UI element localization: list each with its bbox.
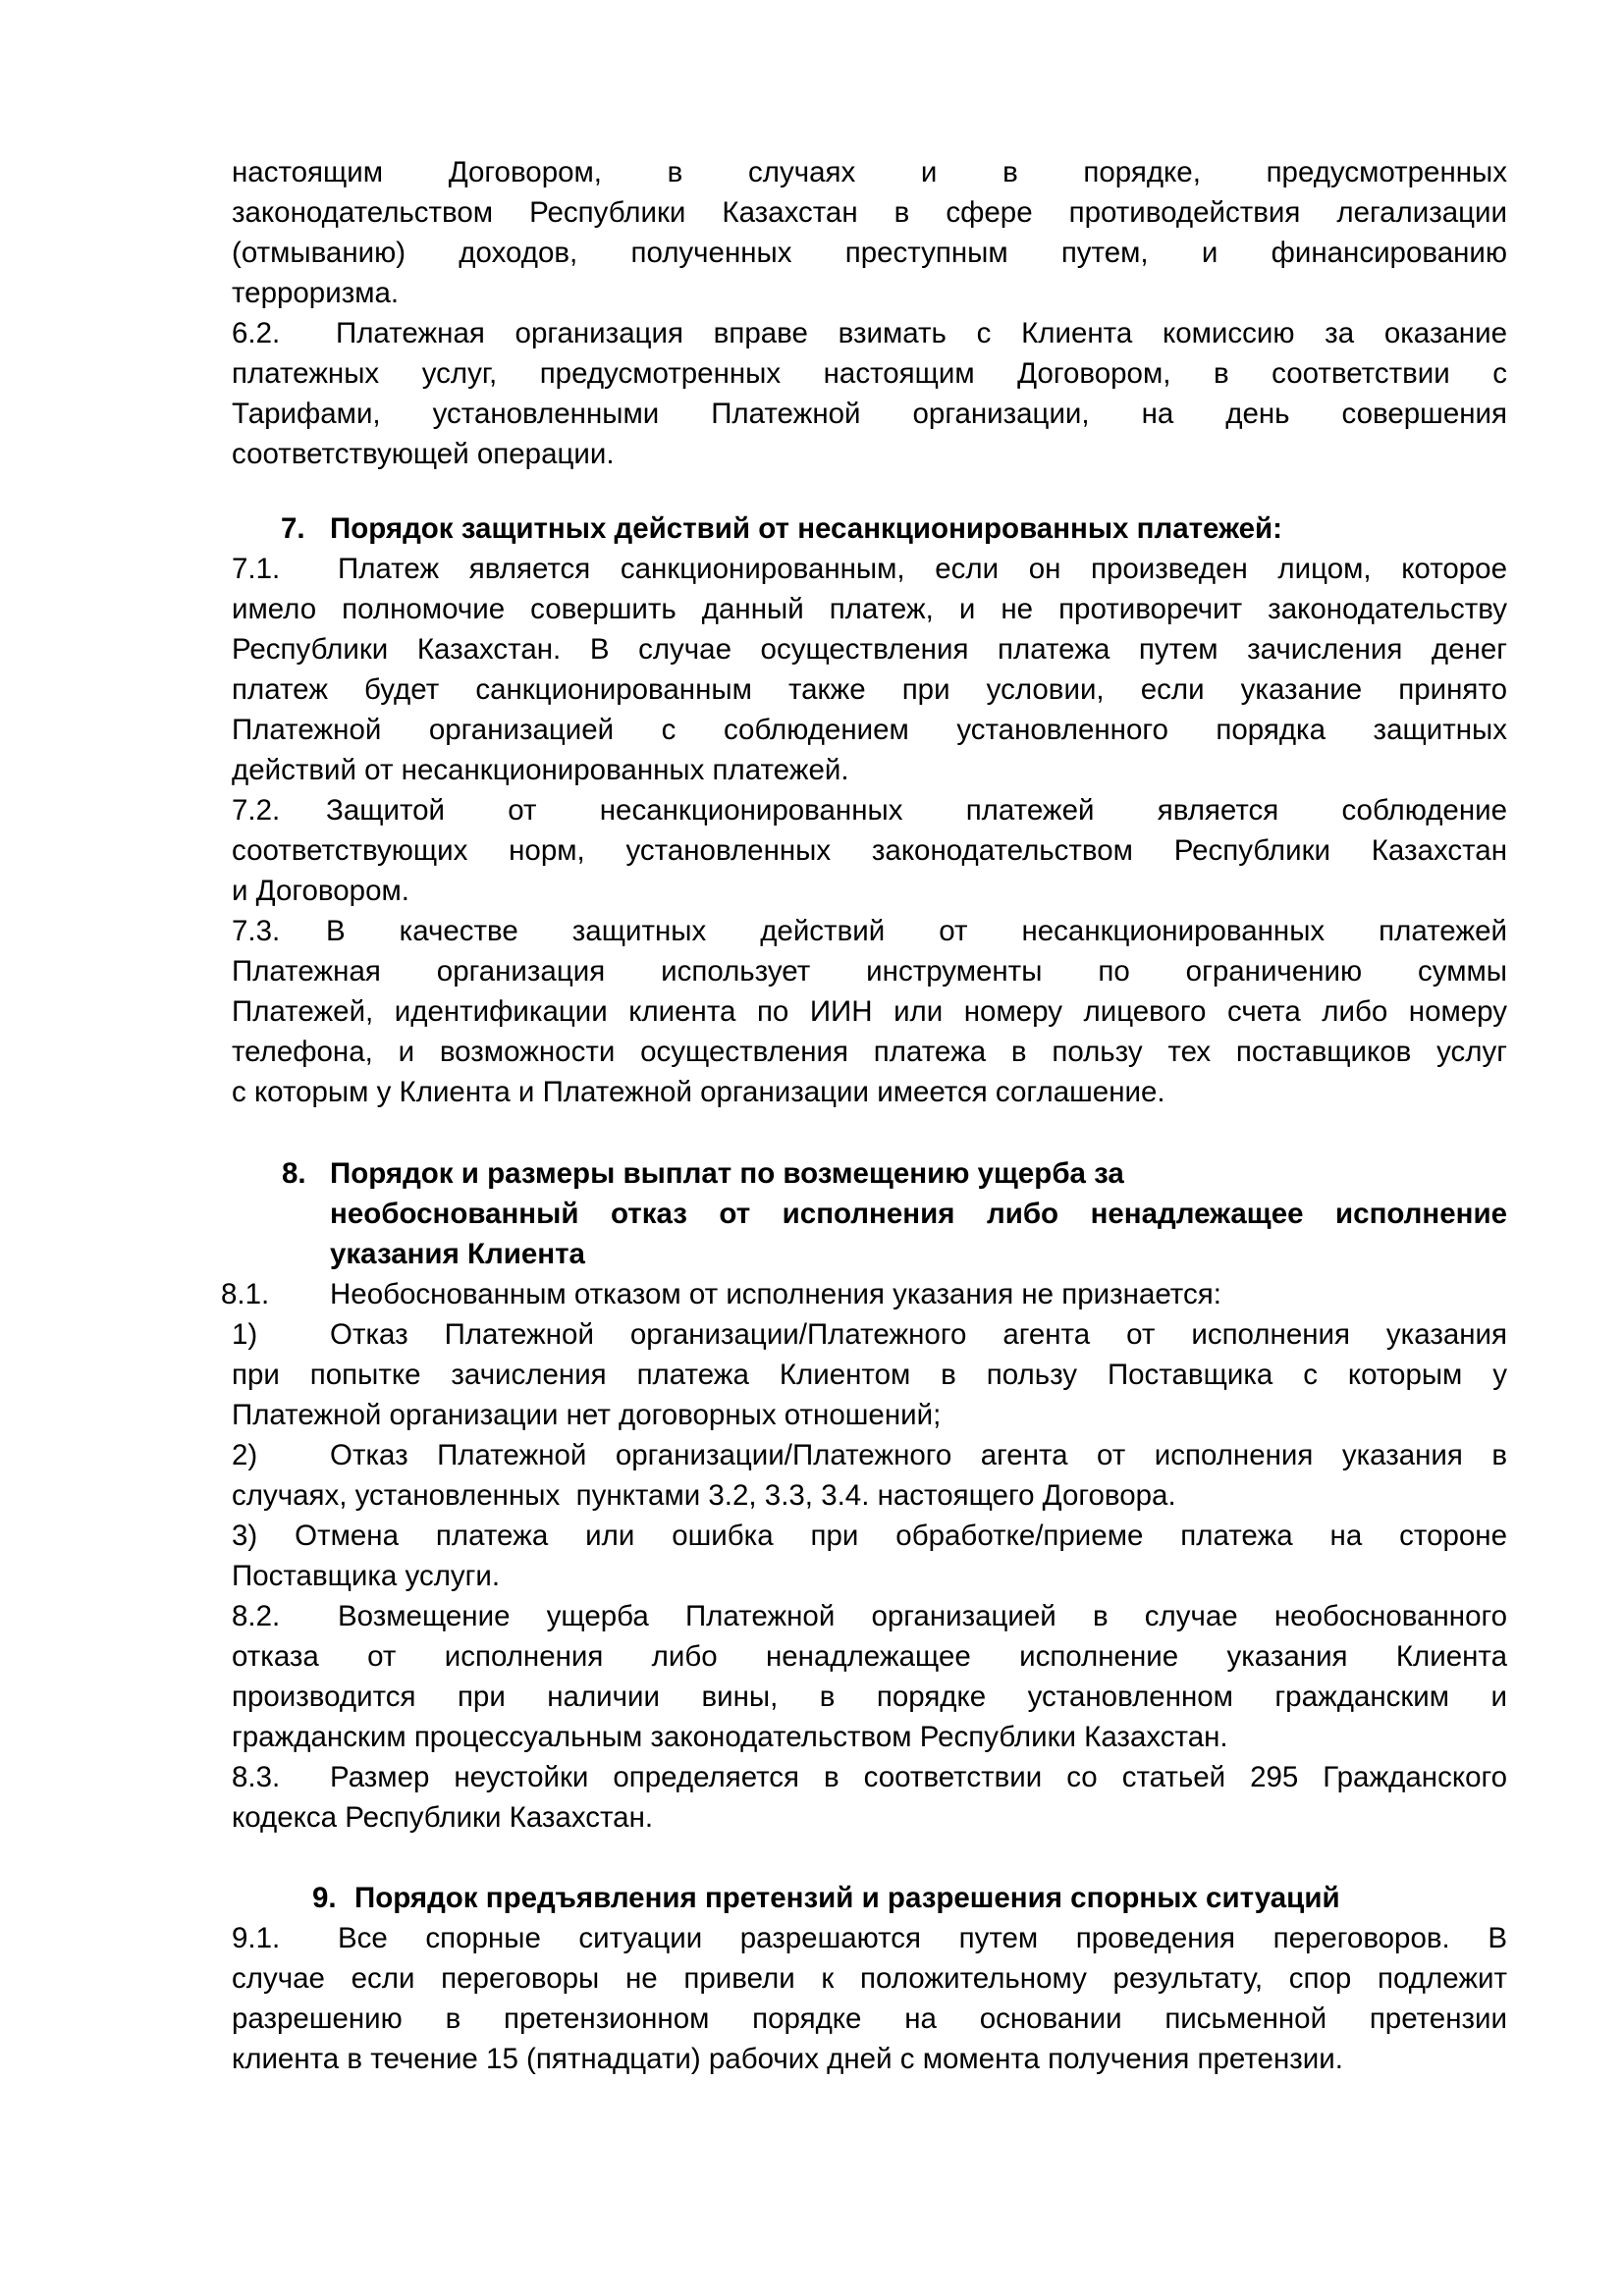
paragraph-line: клиента в течение 15 (пятнадцати) рабочих дней с момента получения претензии. (232, 2043, 1343, 2075)
paragraph-line: Платежной организации нет договорных отношений; (232, 1399, 942, 1431)
heading-text: Порядок и размеры выплат по возмещению ущерба за (330, 1157, 1124, 1190)
paragraph-line: Тарифами, установленными Платежной организации, на день совершения (232, 398, 1507, 430)
paragraph-line: производится при наличии вины, в порядке установленном гражданским и (232, 1681, 1507, 1713)
paragraph-line: при попытке зачисления платежа Клиентом в пользу Поставщика с которым у (232, 1359, 1507, 1391)
paragraph-line: имело полномочие совершить данный платеж, и не противоречит законодательству (232, 593, 1507, 625)
clause-text: Все спорные ситуации разрешаются путем проведения переговоров. В (338, 1922, 1507, 1954)
clause-number: 6.2. (232, 317, 281, 349)
clause-7-3 (232, 911, 1507, 951)
list-item-2 (232, 1435, 1507, 1475)
clause-number: 7.2. (232, 794, 281, 827)
heading-number: 8. (282, 1157, 306, 1190)
clause-8-1 (221, 1274, 1507, 1314)
clause-8-3 (232, 1757, 1507, 1797)
paragraph-line: законодательством Республики Казахстан в сфере противодействия легализации (232, 196, 1507, 229)
list-text: Отказ Платежной организации/Платежного агента от исполнения указания в (330, 1439, 1507, 1471)
clause-text: Платежная организация вправе взимать с Клиента комиссию за оказание (336, 317, 1507, 349)
list-item-3: 3) Отмена платежа или ошибка при обработке/приеме платежа на стороне (232, 1520, 1507, 1552)
paragraph-line: (отмыванию) доходов, полученных преступным путем, и финансированию (232, 237, 1507, 269)
paragraph-line: отказа от исполнения либо ненадлежащее исполнение указания Клиента (232, 1640, 1507, 1673)
paragraph-line: гражданским процессуальным законодательством Республики Казахстан. (232, 1721, 1228, 1753)
paragraph-line: соответствующих норм, установленных законодательством Республики Казахстан (232, 834, 1507, 867)
section-heading-7 (232, 508, 1507, 549)
list-number: 2) (232, 1439, 258, 1471)
clause-number: 8.1. (221, 1278, 270, 1310)
paragraph-line: с которым у Клиента и Платежной организации имеется соглашение. (232, 1076, 1165, 1108)
clause-text: В качестве защитных действий от несанкционированных платежей (326, 915, 1507, 947)
section-heading-8 (232, 1153, 1507, 1194)
clause-number: 8.2. (232, 1600, 281, 1632)
paragraph-line: платеж будет санкционированным также при условии, если указание принято (232, 673, 1507, 706)
heading-text: Порядок защитных действий от несанкционированных платежей: (330, 512, 1282, 545)
clause-number: 7.3. (232, 915, 281, 947)
clause-number: 9.1. (232, 1922, 281, 1954)
paragraph-line: телефона, и возможности осуществления платежа в пользу тех поставщиков услуг (232, 1036, 1507, 1068)
list-number: 1) (232, 1318, 258, 1351)
paragraph-line: Платежей, идентификации клиента по ИИН или номеру лицевого счета либо номеру (232, 995, 1507, 1028)
paragraph-line: Поставщика услуги. (232, 1560, 501, 1592)
clause-text: Защитой от несанкционированных платежей является соблюдение (326, 794, 1507, 827)
clause-8-2 (232, 1596, 1507, 1636)
paragraph-line: кодекса Республики Казахстан. (232, 1801, 654, 1834)
paragraph-line: Республики Казахстан. В случае осуществления платежа путем зачисления денег (232, 633, 1507, 666)
paragraph-line: соответствующей операции. (232, 438, 615, 470)
paragraph-line: и Договором. (232, 875, 409, 907)
heading-number: 9. (312, 1882, 337, 1914)
list-item-1 (232, 1314, 1507, 1355)
clause-7-2 (232, 790, 1507, 830)
paragraph-line: Платежная организация использует инструменты по ограничению суммы (232, 955, 1507, 988)
heading-text: необоснованный отказ от исполнения либо ненадлежащее исполнение (330, 1198, 1507, 1230)
clause-7-1 (232, 549, 1507, 589)
paragraph-line: Платежной организацией с соблюдением установленного порядка защитных (232, 714, 1507, 746)
paragraph-line: случае если переговоры не привели к положительному результату, спор подлежит (232, 1962, 1507, 1995)
section-heading-8-cont (232, 1194, 1507, 1234)
paragraph-line: случаях, установленных пунктами 3.2, 3.3, 3.4. настоящего Договора. (232, 1479, 1176, 1512)
clause-9-1 (232, 1918, 1507, 1958)
heading-text: указания Клиента (330, 1238, 585, 1270)
section-heading-9 (232, 1878, 1507, 1918)
paragraph-line: платежных услуг, предусмотренных настоящим Договором, в соответствии с (232, 357, 1507, 390)
section-heading-8-cont (232, 1234, 1507, 1274)
paragraph-line: действий от несанкционированных платежей. (232, 754, 849, 786)
clause-text: Возмещение ущерба Платежной организацией в случае необоснованного (338, 1600, 1507, 1632)
clause-number: 7.1. (232, 553, 281, 585)
clause-number: 8.3. (232, 1761, 281, 1793)
paragraph-line: настоящим Договором, в случаях и в порядке, предусмотренных (232, 156, 1507, 188)
clause-text: Платеж является санкционированным, если он произведен лицом, которое (338, 553, 1507, 585)
paragraph-line: терроризма. (232, 277, 400, 309)
heading-number: 7. (281, 512, 305, 545)
clause-text: Необоснованным отказом от исполнения указания не признается: (330, 1278, 1221, 1310)
list-text: Отказ Платежной организации/Платежного агента от исполнения указания (330, 1318, 1507, 1351)
clause-6-2 (232, 313, 1507, 353)
heading-text: Порядок предъявления претензий и разрешения спорных ситуаций (354, 1882, 1340, 1914)
clause-text: Размер неустойки определяется в соответствии со статьей 295 Гражданского (330, 1761, 1507, 1793)
paragraph-line: разрешению в претензионном порядке на основании письменной претензии (232, 2002, 1507, 2035)
